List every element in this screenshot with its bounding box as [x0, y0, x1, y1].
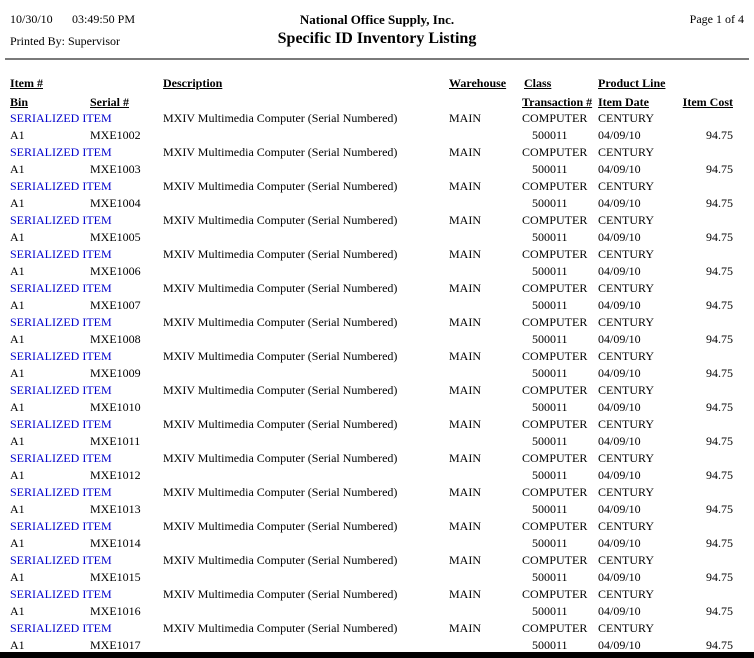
col-header-bin: Bin — [10, 95, 29, 109]
table-body — [0, 110, 754, 654]
item-cost-value: 94.75 — [706, 128, 733, 142]
record-line-2 — [0, 604, 754, 621]
item-number-link[interactable]: SERIALIZED ITEM — [10, 485, 112, 499]
inventory-record — [0, 280, 754, 314]
bin-value: A1 — [10, 196, 25, 210]
record-line-1 — [0, 315, 754, 332]
bin-value: A1 — [10, 230, 25, 244]
item-cost-value: 94.75 — [706, 502, 733, 516]
transaction-number-value: 500011 — [532, 264, 568, 278]
warehouse-value: MAIN — [449, 587, 481, 601]
item-number-link[interactable]: SERIALIZED ITEM — [10, 383, 112, 397]
item-description: MXIV Multimedia Computer (Serial Numbered) — [163, 349, 398, 363]
record-line-1 — [0, 349, 754, 366]
inventory-record — [0, 246, 754, 280]
warehouse-value: MAIN — [449, 213, 481, 227]
item-description: MXIV Multimedia Computer (Serial Numbered) — [163, 621, 398, 635]
printed-by: Printed By: Supervisor — [10, 34, 120, 48]
item-number-link[interactable]: SERIALIZED ITEM — [10, 621, 112, 635]
warehouse-value: MAIN — [449, 417, 481, 431]
item-description: MXIV Multimedia Computer (Serial Numbered) — [163, 111, 398, 125]
item-date-value: 04/09/10 — [598, 502, 641, 516]
class-value: COMPUTER — [522, 383, 588, 397]
class-value: COMPUTER — [522, 417, 588, 431]
product-line-value: CENTURY — [598, 451, 655, 465]
col-header-serial-number: Serial # — [90, 95, 129, 109]
record-line-1 — [0, 485, 754, 502]
item-date-value: 04/09/10 — [598, 468, 641, 482]
transaction-number-value: 500011 — [532, 434, 568, 448]
record-line-1 — [0, 451, 754, 468]
product-line-value: CENTURY — [598, 383, 655, 397]
item-cost-value: 94.75 — [706, 196, 733, 210]
inventory-record — [0, 518, 754, 552]
transaction-number-value: 500011 — [532, 570, 568, 584]
serial-number-value: MXE1008 — [90, 332, 141, 346]
product-line-value: CENTURY — [598, 587, 655, 601]
transaction-number-value: 500011 — [532, 468, 568, 482]
product-line-value: CENTURY — [598, 179, 655, 193]
item-cost-value: 94.75 — [706, 604, 733, 618]
class-value: COMPUTER — [522, 145, 588, 159]
inventory-record — [0, 552, 754, 586]
warehouse-value: MAIN — [449, 281, 481, 295]
record-line-2 — [0, 434, 754, 451]
bin-value: A1 — [10, 434, 25, 448]
inventory-record — [0, 110, 754, 144]
item-date-value: 04/09/10 — [598, 638, 641, 652]
inventory-record — [0, 450, 754, 484]
item-date-value: 04/09/10 — [598, 434, 641, 448]
product-line-value: CENTURY — [598, 213, 655, 227]
item-description: MXIV Multimedia Computer (Serial Numbered) — [163, 587, 398, 601]
warehouse-value: MAIN — [449, 315, 481, 329]
item-date-value: 04/09/10 — [598, 264, 641, 278]
record-line-1 — [0, 621, 754, 638]
transaction-number-value: 500011 — [532, 638, 568, 652]
transaction-number-value: 500011 — [532, 298, 568, 312]
product-line-value: CENTURY — [598, 553, 655, 567]
item-description: MXIV Multimedia Computer (Serial Numbered) — [163, 519, 398, 533]
warehouse-value: MAIN — [449, 111, 481, 125]
col-header-class: Class — [524, 76, 552, 90]
warehouse-value: MAIN — [449, 383, 481, 397]
class-value: COMPUTER — [522, 315, 588, 329]
serial-number-value: MXE1010 — [90, 400, 141, 414]
warehouse-value: MAIN — [449, 349, 481, 363]
item-description: MXIV Multimedia Computer (Serial Numbered) — [163, 315, 398, 329]
item-cost-value: 94.75 — [706, 536, 733, 550]
transaction-number-value: 500011 — [532, 366, 568, 380]
inventory-record — [0, 348, 754, 382]
product-line-value: CENTURY — [598, 281, 655, 295]
class-value: COMPUTER — [522, 281, 588, 295]
bin-value: A1 — [10, 128, 25, 142]
class-value: COMPUTER — [522, 349, 588, 363]
item-date-value: 04/09/10 — [598, 400, 641, 414]
class-value: COMPUTER — [522, 111, 588, 125]
transaction-number-value: 500011 — [532, 230, 568, 244]
item-cost-value: 94.75 — [706, 230, 733, 244]
item-cost-value: 94.75 — [706, 434, 733, 448]
inventory-record — [0, 620, 754, 654]
transaction-number-value: 500011 — [532, 196, 568, 210]
item-number-link[interactable]: SERIALIZED ITEM — [10, 247, 112, 261]
class-value: COMPUTER — [522, 587, 588, 601]
bin-value: A1 — [10, 332, 25, 346]
inventory-record — [0, 484, 754, 518]
bin-value: A1 — [10, 468, 25, 482]
report-title: Specific ID Inventory Listing — [277, 30, 477, 47]
warehouse-value: MAIN — [449, 247, 481, 261]
serial-number-value: MXE1012 — [90, 468, 141, 482]
transaction-number-value: 500011 — [532, 536, 568, 550]
record-line-2 — [0, 230, 754, 247]
item-number-link[interactable]: SERIALIZED ITEM — [10, 213, 112, 227]
warehouse-value: MAIN — [449, 451, 481, 465]
class-value: COMPUTER — [522, 179, 588, 193]
item-date-value: 04/09/10 — [598, 536, 641, 550]
bin-value: A1 — [10, 502, 25, 516]
transaction-number-value: 500011 — [532, 502, 568, 516]
class-value: COMPUTER — [522, 621, 588, 635]
inventory-record — [0, 178, 754, 212]
transaction-number-value: 500011 — [532, 128, 568, 142]
warehouse-value: MAIN — [449, 519, 481, 533]
bin-value: A1 — [10, 604, 25, 618]
serial-number-value: MXE1014 — [90, 536, 141, 550]
item-cost-value: 94.75 — [706, 332, 733, 346]
col-header-item-number: Item # — [10, 76, 43, 90]
transaction-number-value: 500011 — [532, 332, 568, 346]
bin-value: A1 — [10, 570, 25, 584]
column-headers-row2 — [0, 95, 754, 111]
item-number-link[interactable]: SERIALIZED ITEM — [10, 111, 112, 125]
record-line-1 — [0, 213, 754, 230]
warehouse-value: MAIN — [449, 485, 481, 499]
item-date-value: 04/09/10 — [598, 128, 641, 142]
item-description: MXIV Multimedia Computer (Serial Numbered) — [163, 145, 398, 159]
item-number-link[interactable]: SERIALIZED ITEM — [10, 451, 112, 465]
col-header-transaction-number: Transaction # — [522, 95, 593, 109]
record-line-2 — [0, 298, 754, 315]
print-time: 03:49:50 PM — [72, 12, 136, 26]
item-date-value: 04/09/10 — [598, 570, 641, 584]
col-header-warehouse: Warehouse — [449, 76, 507, 90]
serial-number-value: MXE1009 — [90, 366, 141, 380]
product-line-value: CENTURY — [598, 519, 655, 533]
header-divider — [5, 58, 749, 60]
record-line-1 — [0, 247, 754, 264]
warehouse-value: MAIN — [449, 179, 481, 193]
record-line-2 — [0, 468, 754, 485]
item-description: MXIV Multimedia Computer (Serial Numbered) — [163, 417, 398, 431]
warehouse-value: MAIN — [449, 621, 481, 635]
item-cost-value: 94.75 — [706, 400, 733, 414]
record-line-1 — [0, 145, 754, 162]
col-header-description: Description — [163, 76, 223, 90]
item-number-link[interactable]: SERIALIZED ITEM — [10, 349, 112, 363]
item-date-value: 04/09/10 — [598, 366, 641, 380]
record-line-1 — [0, 111, 754, 128]
col-header-item-date: Item Date — [598, 95, 649, 109]
product-line-value: CENTURY — [598, 247, 655, 261]
item-date-value: 04/09/10 — [598, 332, 641, 346]
col-header-product-line: Product Line — [598, 76, 666, 90]
inventory-record — [0, 382, 754, 416]
warehouse-value: MAIN — [449, 553, 481, 567]
company-name: National Office Supply, Inc. — [299, 12, 455, 27]
item-cost-value: 94.75 — [706, 298, 733, 312]
class-value: COMPUTER — [522, 519, 588, 533]
serial-number-value: MXE1007 — [90, 298, 141, 312]
inventory-record — [0, 416, 754, 450]
product-line-value: CENTURY — [598, 417, 655, 431]
record-line-2 — [0, 128, 754, 145]
inventory-record — [0, 314, 754, 348]
item-description: MXIV Multimedia Computer (Serial Numbered) — [163, 213, 398, 227]
bin-value: A1 — [10, 366, 25, 380]
record-line-2 — [0, 162, 754, 179]
record-line-2 — [0, 502, 754, 519]
product-line-value: CENTURY — [598, 621, 655, 635]
item-number-link[interactable]: SERIALIZED ITEM — [10, 417, 112, 431]
page-number: Page 1 of 4 — [689, 12, 744, 26]
item-date-value: 04/09/10 — [598, 162, 641, 176]
record-line-1 — [0, 587, 754, 604]
serial-number-value: MXE1005 — [90, 230, 141, 244]
record-line-1 — [0, 383, 754, 400]
item-date-value: 04/09/10 — [598, 298, 641, 312]
page-bottom-border — [0, 652, 754, 658]
transaction-number-value: 500011 — [532, 400, 568, 414]
print-date: 10/30/10 — [10, 12, 53, 26]
item-description: MXIV Multimedia Computer (Serial Numbered) — [163, 281, 398, 295]
transaction-number-value: 500011 — [532, 604, 568, 618]
record-line-2 — [0, 264, 754, 281]
class-value: COMPUTER — [522, 553, 588, 567]
bin-value: A1 — [10, 162, 25, 176]
item-number-link[interactable]: SERIALIZED ITEM — [10, 553, 112, 567]
record-line-2 — [0, 400, 754, 417]
product-line-value: CENTURY — [598, 485, 655, 499]
record-line-1 — [0, 519, 754, 536]
class-value: COMPUTER — [522, 213, 588, 227]
record-line-1 — [0, 179, 754, 196]
item-number-link[interactable]: SERIALIZED ITEM — [10, 315, 112, 329]
record-line-1 — [0, 281, 754, 298]
item-cost-value: 94.75 — [706, 638, 733, 652]
transaction-number-value: 500011 — [532, 162, 568, 176]
item-date-value: 04/09/10 — [598, 196, 641, 210]
product-line-value: CENTURY — [598, 111, 655, 125]
bin-value: A1 — [10, 638, 25, 652]
item-description: MXIV Multimedia Computer (Serial Numbered) — [163, 247, 398, 261]
bin-value: A1 — [10, 298, 25, 312]
item-description: MXIV Multimedia Computer (Serial Numbered) — [163, 553, 398, 567]
item-description: MXIV Multimedia Computer (Serial Numbered) — [163, 179, 398, 193]
product-line-value: CENTURY — [598, 315, 655, 329]
item-cost-value: 94.75 — [706, 162, 733, 176]
item-cost-value: 94.75 — [706, 570, 733, 584]
inventory-record — [0, 212, 754, 246]
item-number-link[interactable]: SERIALIZED ITEM — [10, 281, 112, 295]
record-line-1 — [0, 417, 754, 434]
item-date-value: 04/09/10 — [598, 230, 641, 244]
item-number-link[interactable]: SERIALIZED ITEM — [10, 587, 112, 601]
record-line-2 — [0, 332, 754, 349]
serial-number-value: MXE1013 — [90, 502, 141, 516]
product-line-value: CENTURY — [598, 145, 655, 159]
record-line-2 — [0, 196, 754, 213]
bin-value: A1 — [10, 400, 25, 414]
col-header-item-cost: Item Cost — [682, 95, 733, 109]
bin-value: A1 — [10, 536, 25, 550]
class-value: COMPUTER — [522, 451, 588, 465]
item-description: MXIV Multimedia Computer (Serial Numbered) — [163, 383, 398, 397]
record-line-2 — [0, 536, 754, 553]
item-cost-value: 94.75 — [706, 366, 733, 380]
item-description: MXIV Multimedia Computer (Serial Numbered) — [163, 451, 398, 465]
item-cost-value: 94.75 — [706, 264, 733, 278]
record-line-2 — [0, 570, 754, 587]
serial-number-value: MXE1002 — [90, 128, 141, 142]
warehouse-value: MAIN — [449, 145, 481, 159]
bin-value: A1 — [10, 264, 25, 278]
item-number-link[interactable]: SERIALIZED ITEM — [10, 179, 112, 193]
class-value: COMPUTER — [522, 485, 588, 499]
serial-number-value: MXE1015 — [90, 570, 141, 584]
serial-number-value: MXE1006 — [90, 264, 141, 278]
column-headers-row1 — [0, 76, 754, 92]
product-line-value: CENTURY — [598, 349, 655, 363]
record-line-2 — [0, 366, 754, 383]
inventory-record — [0, 586, 754, 620]
class-value: COMPUTER — [522, 247, 588, 261]
item-number-link[interactable]: SERIALIZED ITEM — [10, 519, 112, 533]
item-cost-value: 94.75 — [706, 468, 733, 482]
serial-number-value: MXE1016 — [90, 604, 141, 618]
inventory-record — [0, 144, 754, 178]
item-number-link[interactable]: SERIALIZED ITEM — [10, 145, 112, 159]
serial-number-value: MXE1017 — [90, 638, 141, 652]
serial-number-value: MXE1004 — [90, 196, 141, 210]
record-line-1 — [0, 553, 754, 570]
serial-number-value: MXE1003 — [90, 162, 141, 176]
item-date-value: 04/09/10 — [598, 604, 641, 618]
serial-number-value: MXE1011 — [90, 434, 141, 448]
item-description: MXIV Multimedia Computer (Serial Numbered) — [163, 485, 398, 499]
